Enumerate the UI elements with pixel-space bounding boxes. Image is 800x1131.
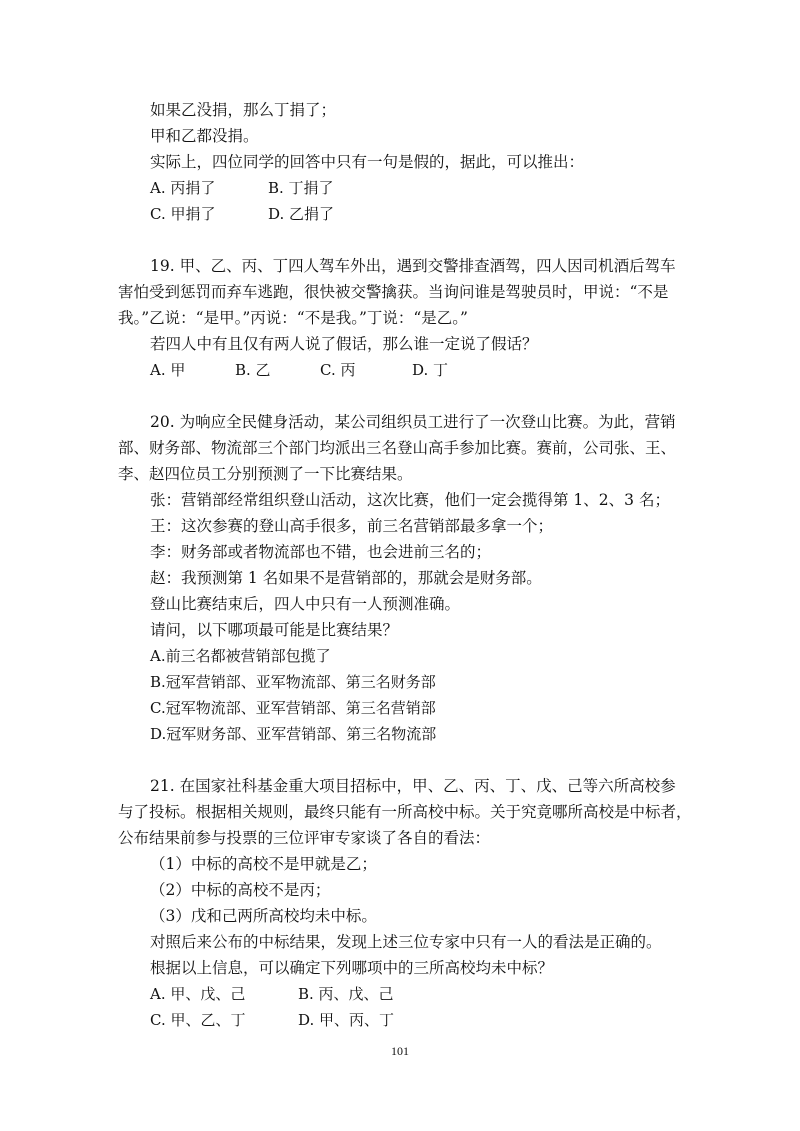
q20-prediction-zhang: 张：营销部经常组织登山活动，这次比赛，他们一定会揽得第 1、2、3 名；	[150, 491, 670, 509]
q20-option-c: C.冠军物流部、亚军营销部、第三名营销部	[150, 699, 436, 717]
q20-option-a: A.前三名都被营销部包揽了	[150, 647, 331, 665]
q20-line-3: 李、赵四位员工分别预测了一下比赛结果。	[118, 465, 413, 483]
q21-question: 根据以上信息，可以确定下列哪项中的三所高校均未中标？	[150, 959, 554, 977]
q21-opinion-2: （2）中标的高校不是丙；	[150, 881, 331, 899]
prev-option-b: B. 丁捐了	[268, 179, 334, 197]
q19-option-b: B. 乙	[235, 361, 271, 379]
page-number: 101	[391, 1044, 409, 1058]
prev-option-c: C. 甲捐了	[150, 205, 216, 223]
q19-line-3: 我。”乙说：“是甲。”丙说：“不是我。”丁说：“是乙。”	[118, 309, 468, 327]
q19-option-d: D. 丁	[412, 361, 449, 379]
prev-option-a: A. 丙捐了	[150, 179, 216, 197]
q21-opinion-1: （1）中标的高校不是甲就是乙；	[150, 855, 377, 873]
q20-prediction-zhao: 赵：我预测第 1 名如果不是营销部的，那就会是财务部。	[150, 569, 542, 587]
q21-opinion-3: （3）戊和己两所高校均未中标。	[150, 907, 377, 925]
q19-line-4: 若四人中有且仅有两人说了假话，那么谁一定说了假话？	[150, 335, 538, 353]
q21-option-d: D. 甲、丙、丁	[298, 1011, 395, 1029]
prev-line-1: 如果乙没捐，那么丁捐了；	[150, 101, 337, 119]
q20-option-b: B.冠军营销部、亚军物流部、第三名财务部	[150, 673, 436, 691]
q21-condition: 对照后来公布的中标结果，发现上述三位专家中只有一人的看法是正确的。	[150, 933, 662, 951]
q19-line-2: 害怕受到惩罚而弃车逃跑，很快被交警擒获。当询问谁是驾驶员时，甲说：“不是	[118, 283, 669, 301]
q21-line-3: 公布结果前参与投票的三位评审专家谈了各自的看法：	[118, 829, 491, 847]
prev-option-d: D. 乙捐了	[268, 205, 335, 223]
q19-option-c: C. 丙	[320, 361, 356, 379]
q21-option-c: C. 甲、乙、丁	[150, 1011, 246, 1029]
q21-line-1: 21. 在国家社科基金重大项目招标中，甲、乙、丙、丁、戊、己等六所高校参	[150, 777, 676, 795]
q20-prediction-li: 李：财务部或者物流部也不错，也会进前三名的；	[150, 543, 492, 561]
q21-option-b: B. 丙、戊、己	[298, 985, 394, 1003]
prev-line-2: 甲和乙都没捐。	[150, 127, 259, 145]
q20-question: 请问，以下哪项最可能是比赛结果？	[150, 621, 399, 639]
q21-line-2: 与了投标。根据相关规则，最终只能有一所高校中标。关于究竟哪所高校是中标者，	[118, 803, 692, 821]
q19-option-a: A. 甲	[150, 361, 186, 379]
prev-line-3: 实际上，四位同学的回答中只有一句是假的，据此，可以推出：	[150, 153, 585, 171]
q20-line-1: 20. 为响应全民健身活动，某公司组织员工进行了一次登山比赛。为此，营销	[150, 413, 676, 431]
q20-prediction-wang: 王：这次参赛的登山高手很多，前三名营销部最多拿一个；	[150, 517, 554, 535]
q20-line-2: 部、财务部、物流部三个部门均派出三名登山高手参加比赛。赛前，公司张、王、	[118, 439, 677, 457]
q19-line-1: 19. 甲、乙、丙、丁四人驾车外出，遇到交警排查酒驾，四人因司机酒后驾车	[150, 257, 676, 275]
q21-option-a: A. 甲、戊、己	[150, 985, 246, 1003]
q20-option-d: D.冠军财务部、亚军营销部、第三名物流部	[150, 725, 437, 743]
q20-condition: 登山比赛结束后，四人中只有一人预测准确。	[150, 595, 461, 613]
